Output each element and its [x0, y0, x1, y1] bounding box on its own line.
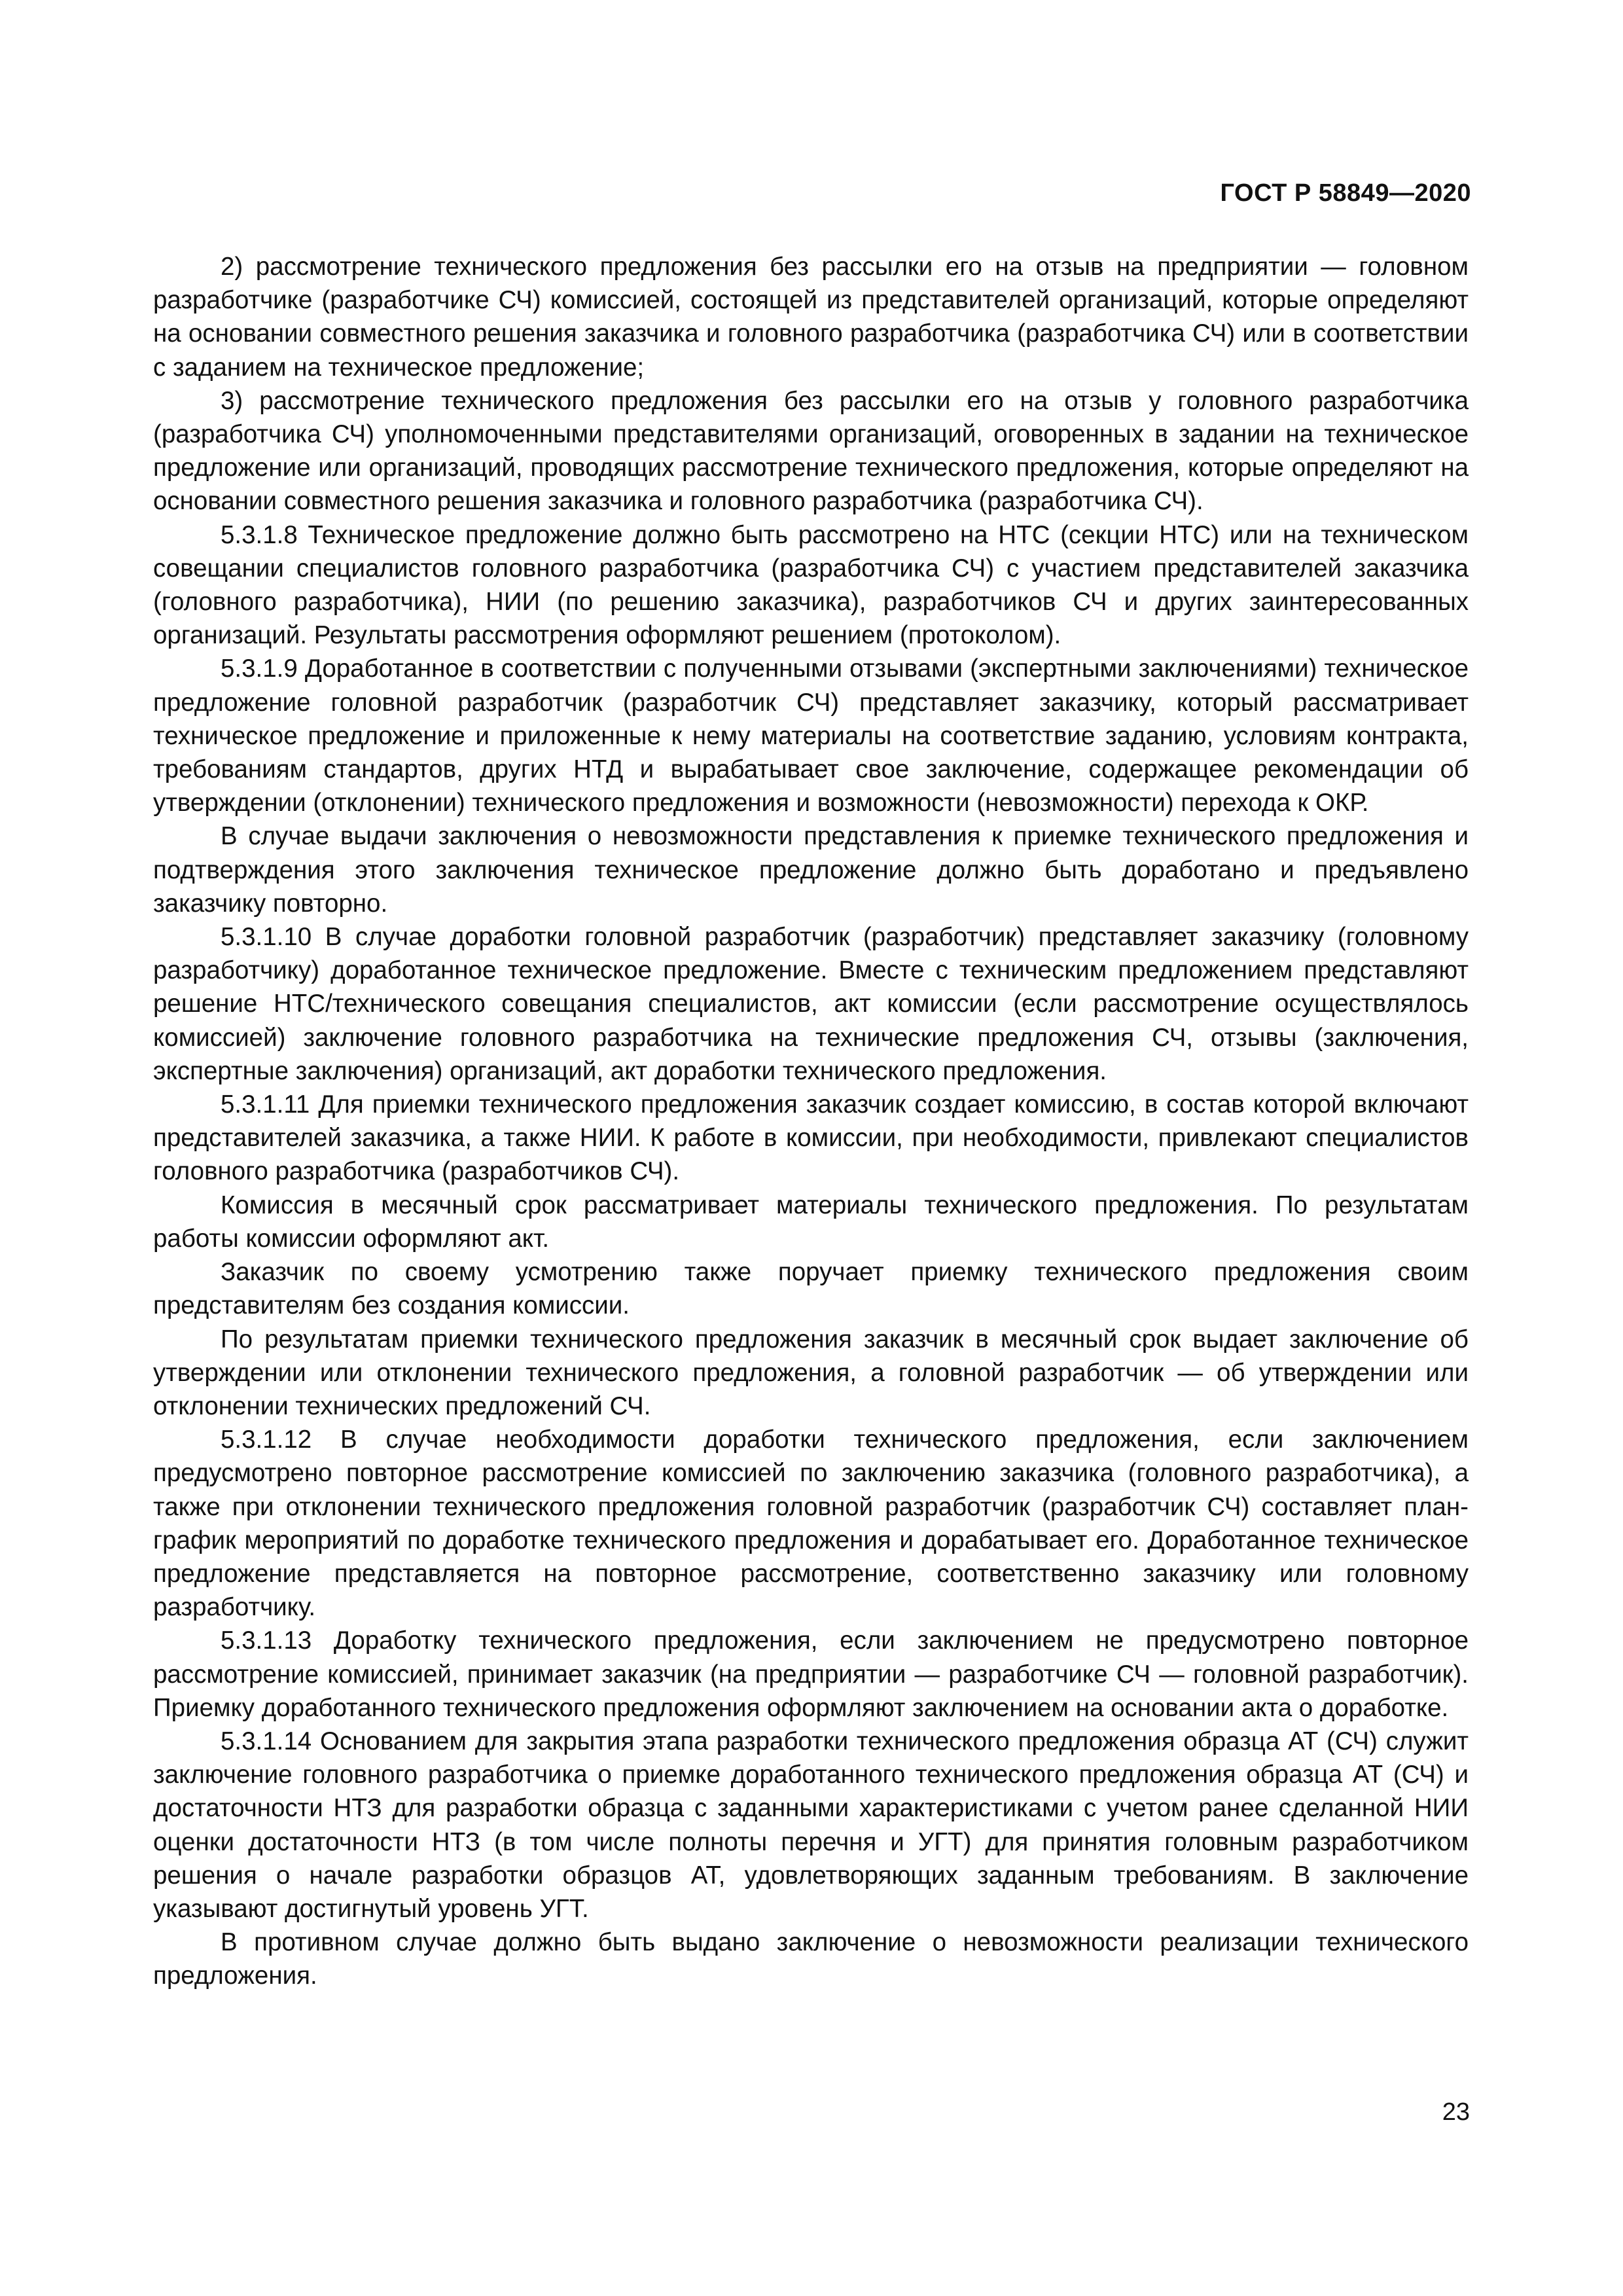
- paragraph-5-3-1-12: 5.3.1.12 В случае необходимости доработки технического предложения, если заключением предусмотрено повторное рассмотрение комиссией по заключению заказчика (головного разработчика), а также при отклонении технического предложения головной разработчик (разработчик СЧ) составляет план-график мероприятий по доработке технического предложения и дорабатывает его. Доработанное техническое предложение представляется на повторное рассмотрение, соответственно заказчику или головному разработчику.: [153, 1426, 1469, 1622]
- paragraph-otherwise-case: В противном случае должно быть выдано заключение о невозможности реализации технического предложения.: [153, 1928, 1469, 1990]
- paragraph-acceptance-results: По результатам приемки технического предложения заказчик в месячный срок выдает заключение об утверждении или отклонении технического предложения, а головной разработчик — об утверждении или отклонении технических предложений СЧ.: [153, 1325, 1469, 1420]
- paragraph-item-2: 2) рассмотрение технического предложения без рассылки его на отзыв на предприятии — головном разработчике (разработчике СЧ) комиссией, состоящей из представителей организаций, которые определяют на основании совместного решения заказчика и головного разработчика (разработчика СЧ) или в соответствии с заданием на техническое предложение;: [153, 253, 1469, 382]
- page-number: 23: [1442, 2098, 1470, 2126]
- paragraph-5-3-1-8: 5.3.1.8 Техническое предложение должно быть рассмотрено на НТС (секции НТС) или на техническом совещании специалистов головного разработчика (разработчика СЧ) с участием представителей заказчика (головного разработчика), НИИ (по решению заказчика), разработчиков СЧ и других заинтересованных организаций. Результаты рассмотрения оформляют решением (протоколом).: [153, 520, 1469, 650]
- document-body: [153, 250, 1469, 1993]
- paragraph-5-3-1-10: 5.3.1.10 В случае доработки головной разработчик (разработчик) представляет заказчику (головному разработчику) доработанное техническое предложение. Вместе с техническим предложением представляют решение НТС/технического совещания специалистов, акт комиссии (если рассмотрение осуществлялось комиссией) заключение головного разработчика на технические предложения СЧ, отзывы (заключения, экспертные заключения) организаций, акт доработки технического предложения.: [153, 923, 1469, 1085]
- paragraph-item-3: 3) рассмотрение технического предложения без рассылки его на отзыв у головного разработчика (разработчика СЧ) уполномоченными представителями организаций, оговоренных в задании на техническое предложение или организаций, проводящих рассмотрение технического предложения, которые определяют на основании совместного решения заказчика и головного разработчика (разработчика СЧ).: [153, 386, 1469, 516]
- paragraph-commission-review: Комиссия в месячный срок рассматривает материалы технического предложения. По результатам работы комиссии оформляют акт.: [153, 1191, 1469, 1253]
- document-header: ГОСТ Р 58849—2020: [1220, 179, 1471, 207]
- paragraph-5-3-1-11: 5.3.1.11 Для приемки технического предложения заказчик создает комиссию, в состав которой включают представителей заказчика, а также НИИ. К работе в комиссии, при необходимости, привлекают специалистов головного разработчика (разработчиков СЧ).: [153, 1090, 1469, 1186]
- paragraph-5-3-1-13: 5.3.1.13 Доработку технического предложения, если заключением не предусмотрено повторное рассмотрение комиссией, принимает заказчик (на предприятии — разработчике СЧ — головной разработчик). Приемку доработанного технического предложения оформляют заключением на основании акта о доработке.: [153, 1626, 1469, 1722]
- paragraph-5-3-1-9: 5.3.1.9 Доработанное в соответствии с полученными отзывами (экспертными заключениями) техническое предложение головной разработчик (разработчик СЧ) представляет заказчику, который рассматривает техническое предложение и приложенные к нему материалы на соответствие заданию, условиям контракта, требованиям стандартов, других НТД и вырабатывает свое заключение, содержащее рекомендации об утверждении (отклонении) технического предложения и возможности (невозможности) перехода к ОКР.: [153, 655, 1469, 817]
- paragraph-rejection-case: В случае выдачи заключения о невозможности представления к приемке технического предложения и подтверждения этого заключения техническое предложение должно быть доработано и предъявлено заказчику повторно.: [153, 822, 1469, 918]
- paragraph-5-3-1-14: 5.3.1.14 Основанием для закрытия этапа разработки технического предложения образца АТ (СЧ) служит заключение головного разработчика о приемке доработанного технического предложения образца АТ (СЧ) и достаточности НТЗ для разработки образца с заданными характеристиками с учетом ранее сделанной НИИ оценки достаточности НТЗ (в том числе полноты перечня и УГТ) для принятия головным разработчиком решения о начале разработки образцов АТ, удовлетворяющих заданным требованиям. В заключение указывают достигнутый уровень УГТ.: [153, 1727, 1469, 1923]
- paragraph-customer-delegation: Заказчик по своему усмотрению также поручает приемку технического предложения своим представителям без создания комиссии.: [153, 1258, 1469, 1320]
